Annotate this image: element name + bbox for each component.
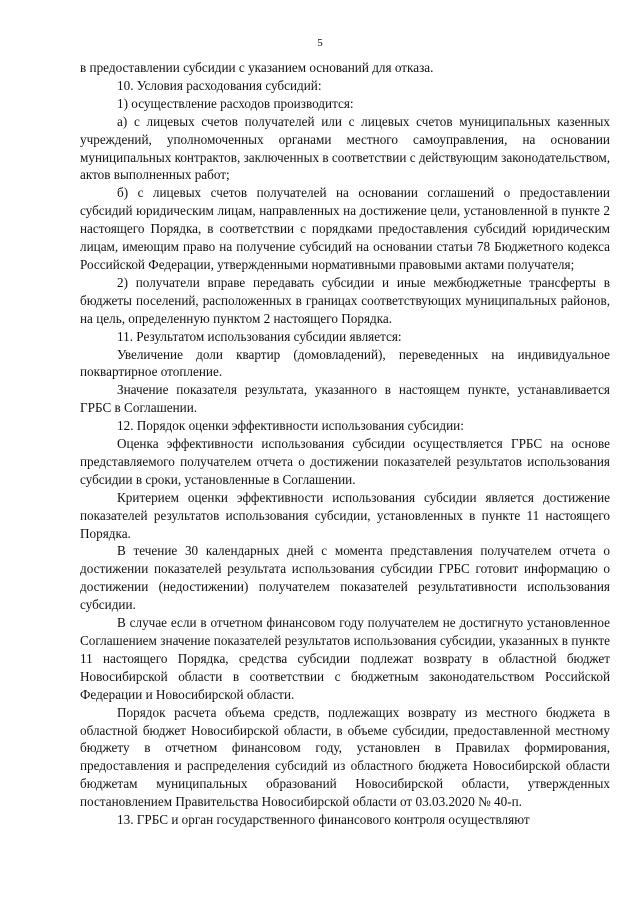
paragraph-continuation: в предоставлении субсидии с указанием оснований для отказа. <box>80 60 434 75</box>
paragraph-section-11-heading: 11. Результатом использования субсидии является: <box>117 328 402 344</box>
paragraph-refund-calculation: Порядок расчета объема средств, подлежащих возврату из местного бюджета в областной бюджет Новосибирской области, в объеме субсидии, предоставленной местному бюджету в отчетном финансовом году, установлен в Правилах формирования, предоставления и распределения субсидий из областного бюджета Новосибирской области бюджетам муниципальных образований Новосибирской области, утвержденных постановлением Правительства Новосибирской области от 03.03.2020 № 40-п. <box>80 704 610 810</box>
paragraph-result-value: Значение показателя результата, указанного в настоящем пункте, устанавливается ГРБС в Соглашении. <box>80 382 610 416</box>
paragraph-section-12-heading: 12. Порядок оценки эффективности использования субсидии: <box>117 418 464 434</box>
paragraph-item-2: 2) получатели вправе передавать субсидии и иные межбюджетные трансферты в бюджеты поселений, расположенных в границах соответствующих муниципальных районов, на цель, определенную пунктом 2 настоящего Порядка. <box>80 274 610 326</box>
paragraph-subitem-b: б) с лицевых счетов получателей на основании соглашений о предоставлении субсидий юридическим лицам, направленных на достижение цели, установленной в пункте 2 настоящего Порядка, в соответствии с порядками предоставления субсидий юридическим лицам, имеющим право на получение субсидий на основании статьи 78 Бюджетного кодекса Российской Федерации, утвержденными нормативными правовыми актами получателя; <box>80 185 610 272</box>
paragraph-refund-condition: В случае если в отчетном финансовом году получателем не достигнуто установленное Соглашением значение показателей результатов использования субсидии, указанных в пункте 11 настоящего Порядка, средства субсидии подлежат возврату в областной бюджет Новосибирской области в соответствии с бюджетным законодательством Российской Федерации и Новосибирской области. <box>80 615 610 702</box>
paragraph-section-10-heading: 10. Условия расходования субсидий: <box>117 77 322 93</box>
paragraph-subitem-a: а) с лицевых счетов получателей или с лицевых счетов муниципальных казенных учреждений, уполномоченных органами местного самоуправления, на основании муниципальных контрактов, заключенных в соответствии с действующим законодательством, актов выполненных работ; <box>80 113 610 183</box>
paragraph-result-indicator: Увеличение доли квартир (домовладений), переведенных на индивидуальное поквартирное отопление. <box>80 346 610 380</box>
paragraph-efficiency-assessment: Оценка эффективности использования субсидии осуществляется ГРБС на основе представляемого получателем отчета о достижении показателей результатов использования субсидии в сроки, установленные в Соглашении. <box>80 436 610 487</box>
paragraph-item-1: 1) осуществление расходов производится: <box>117 95 354 111</box>
page-number: 5 <box>317 37 323 49</box>
document-body <box>80 59 610 829</box>
paragraph-reporting-deadline: В течение 30 календарных дней с момента представления получателем отчета о достижении показателей результата использования субсидии ГРБС готовит информацию о достижении (недостижении) получателем показателей результативности использования субсидии. <box>80 543 610 613</box>
paragraph-efficiency-criterion: Критерием оценки эффективности использования субсидии является достижение показателей результатов использования субсидии, установленных в пункте 11 настоящего Порядка. <box>80 489 610 541</box>
paragraph-section-13-start: 13. ГРБС и орган государственного финансового контроля осуществляют <box>117 812 530 828</box>
